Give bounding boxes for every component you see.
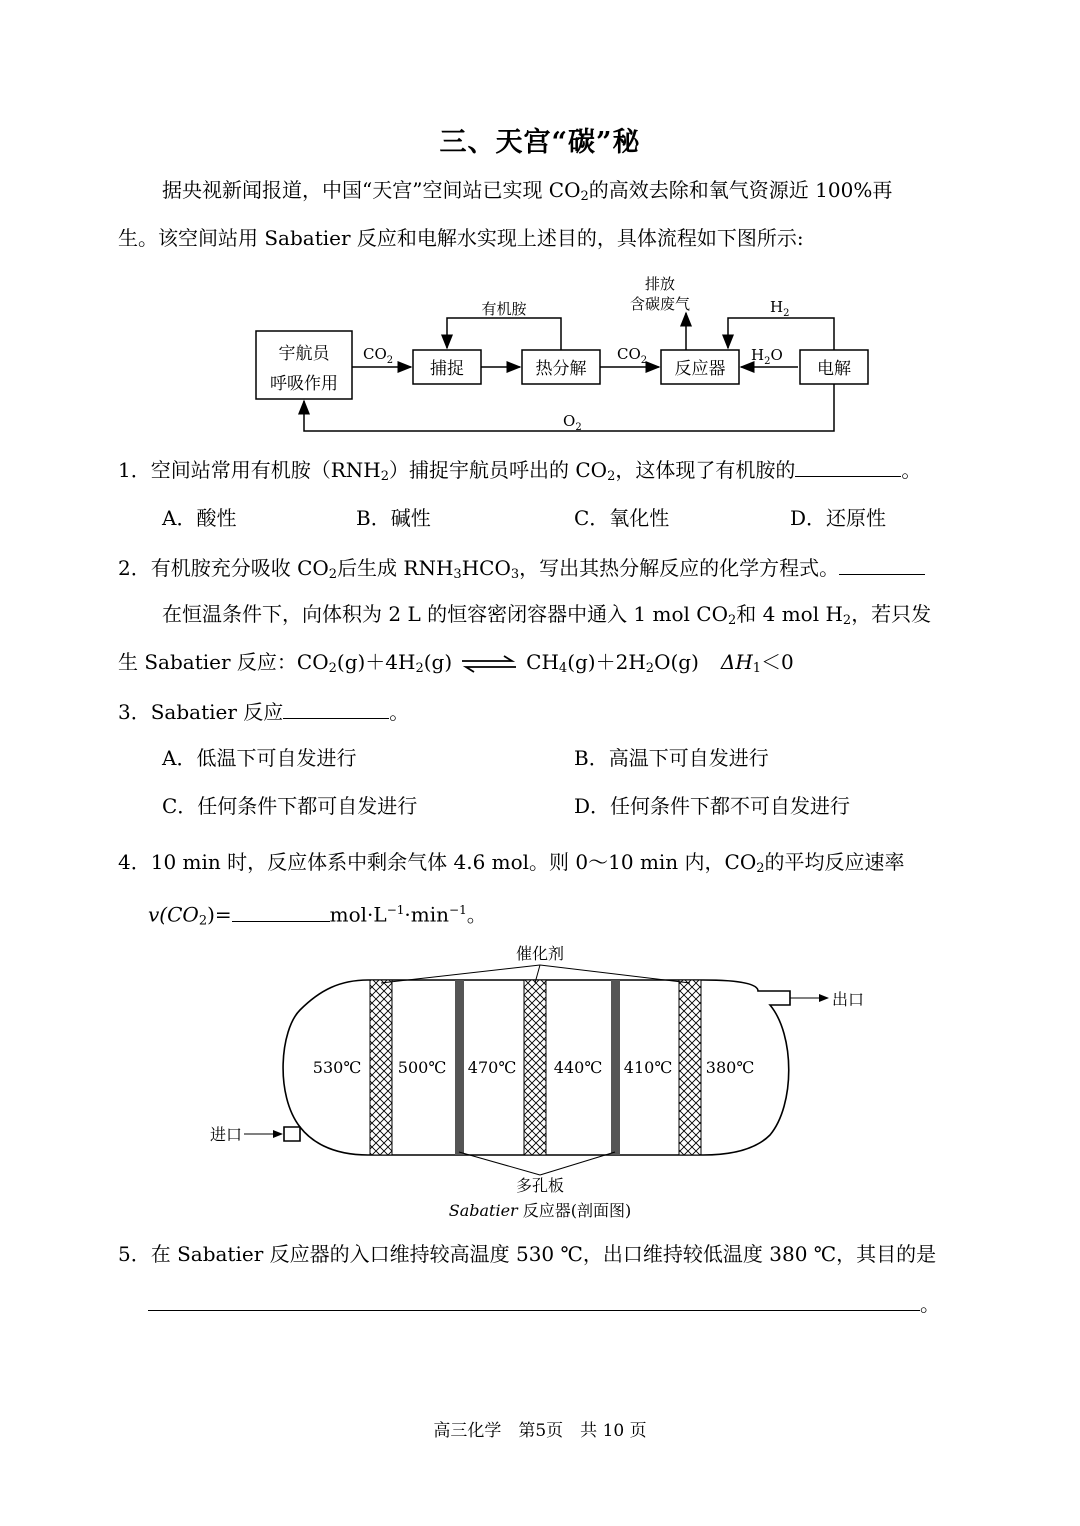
outlet-label: 出口 xyxy=(832,990,865,1009)
process-flow-diagram xyxy=(0,265,1080,440)
porous-plate-label: 多孔板 xyxy=(515,1176,565,1195)
astronaut-label-2: 呼吸作用 xyxy=(270,374,338,394)
sabatier-reactor-diagram xyxy=(0,935,1080,1225)
reactor-label: 反应器 xyxy=(674,359,726,379)
question-4-line-2: $v(CO_2)= mol\cdot L^{-1}\cdot\min^{-1}$。 xyxy=(148,896,487,936)
o2-label: $O_2$ xyxy=(563,412,582,433)
catalyst-label: 催化剂 xyxy=(515,944,565,963)
vent-label-2: 含碳废气 xyxy=(629,295,691,313)
condition-line-2: 生 Sabatier 反应：$CO_2(g)+4H_2(g)$ $CH_4(g)+2H_2O(g)$ $\Delta H_1<0$ xyxy=(118,650,794,676)
porous-plate-2 xyxy=(611,980,620,1155)
q1-answer-blank[interactable] xyxy=(795,454,901,477)
catalyst-layer-1 xyxy=(370,980,392,1155)
temp-zone-3: 470℃ xyxy=(467,1058,517,1077)
q5-answer-blank[interactable] xyxy=(148,1288,920,1311)
q3-option-a[interactable]: A．低温下可自发进行 xyxy=(162,746,357,770)
q3-option-b[interactable]: B．高温下可自发进行 xyxy=(574,746,769,770)
q3-option-c[interactable]: C．任何条件下都可自发进行 xyxy=(162,794,418,818)
pyrolysis-label: 热分解 xyxy=(535,359,587,379)
co2-label-1: $CO_2$ xyxy=(363,345,394,366)
question-2: 2．有机胺充分吸收 $CO_2$后生成 $RNH_3HCO_3$，写出其热分解反应的化学方程式。 xyxy=(118,552,925,589)
h2o-label: $H_2O$ xyxy=(751,346,783,367)
q1-option-d[interactable]: D．还原性 xyxy=(790,506,887,530)
temp-zone-5: 410℃ xyxy=(623,1058,673,1077)
question-4-line-1: 4．10 min 时，反应体系中剩余气体 4.6 mol。则 0～10 min 内，$CO_2$的平均反应速率 xyxy=(118,850,905,876)
catalyst-layer-3 xyxy=(679,980,701,1155)
intro-line-1: 据央视新闻报道，中国“天宫”空间站已实现 $CO_2$的高效去除和氧气资源近 100%再 xyxy=(162,178,893,204)
arrow-amine-loop xyxy=(447,318,561,350)
temp-zone-4: 440℃ xyxy=(553,1058,603,1077)
vent-label-1: 排放 xyxy=(644,275,676,293)
intro-line-2: 生。该空间站用 Sabatier 反应和电解水实现上述目的，具体流程如下图所示: xyxy=(118,226,804,250)
q3-answer-blank[interactable] xyxy=(283,696,389,719)
catalyst-layer-2 xyxy=(524,980,546,1155)
page-footer: 高三化学 第5页 共 10 页 xyxy=(433,1421,647,1441)
q2-answer-blank[interactable] xyxy=(839,552,925,575)
q3-option-d[interactable]: D．任何条件下都不可自发进行 xyxy=(574,794,851,818)
temp-zone-2: 500℃ xyxy=(397,1058,447,1077)
equilibrium-arrow-icon xyxy=(460,655,518,673)
section-title: 三、天宫“碳”秘 xyxy=(439,127,641,158)
temp-zone-6: 380℃ xyxy=(705,1058,755,1077)
q4-answer-blank[interactable] xyxy=(232,899,330,922)
q1-option-c[interactable]: C．氧化性 xyxy=(574,506,670,530)
question-3: 3．Sabatier 反应 。 xyxy=(118,696,409,726)
q5-answer-line: 。 xyxy=(148,1288,940,1318)
condition-line-1: 在恒温条件下，向体积为 2 L 的恒容密闭容器中通入 1 mol $CO_2$和 4 mol $H_2$，若只发 xyxy=(162,602,932,628)
astronaut-label-1: 宇航员 xyxy=(278,344,330,364)
h2-label: $H_2$ xyxy=(770,298,790,319)
q1-option-b[interactable]: B．碱性 xyxy=(356,506,431,530)
capture-label: 捕捉 xyxy=(430,359,464,379)
question-5: 5．在 Sabatier 反应器的入口维持较高温度 530 ℃，出口维持较低温度 380 ℃，其目的是 xyxy=(118,1242,937,1266)
q1-option-a[interactable]: A．酸性 xyxy=(162,506,237,530)
question-1: 1．空间站常用有机胺$(RNH_2)$捕捉宇航员呼出的 $CO_2$，这体现了有机胺的 。 xyxy=(118,454,921,491)
temp-zone-1: 530℃ xyxy=(312,1058,362,1077)
amine-label: 有机胺 xyxy=(481,300,527,318)
electrolysis-label: 电解 xyxy=(817,359,851,379)
co2-label-2: $CO_2$ xyxy=(617,345,648,366)
inlet-label: 进口 xyxy=(210,1125,243,1144)
reactor-caption: Sabatier 反应器(剖面图) xyxy=(448,1201,632,1220)
porous-plate-1 xyxy=(455,980,464,1155)
